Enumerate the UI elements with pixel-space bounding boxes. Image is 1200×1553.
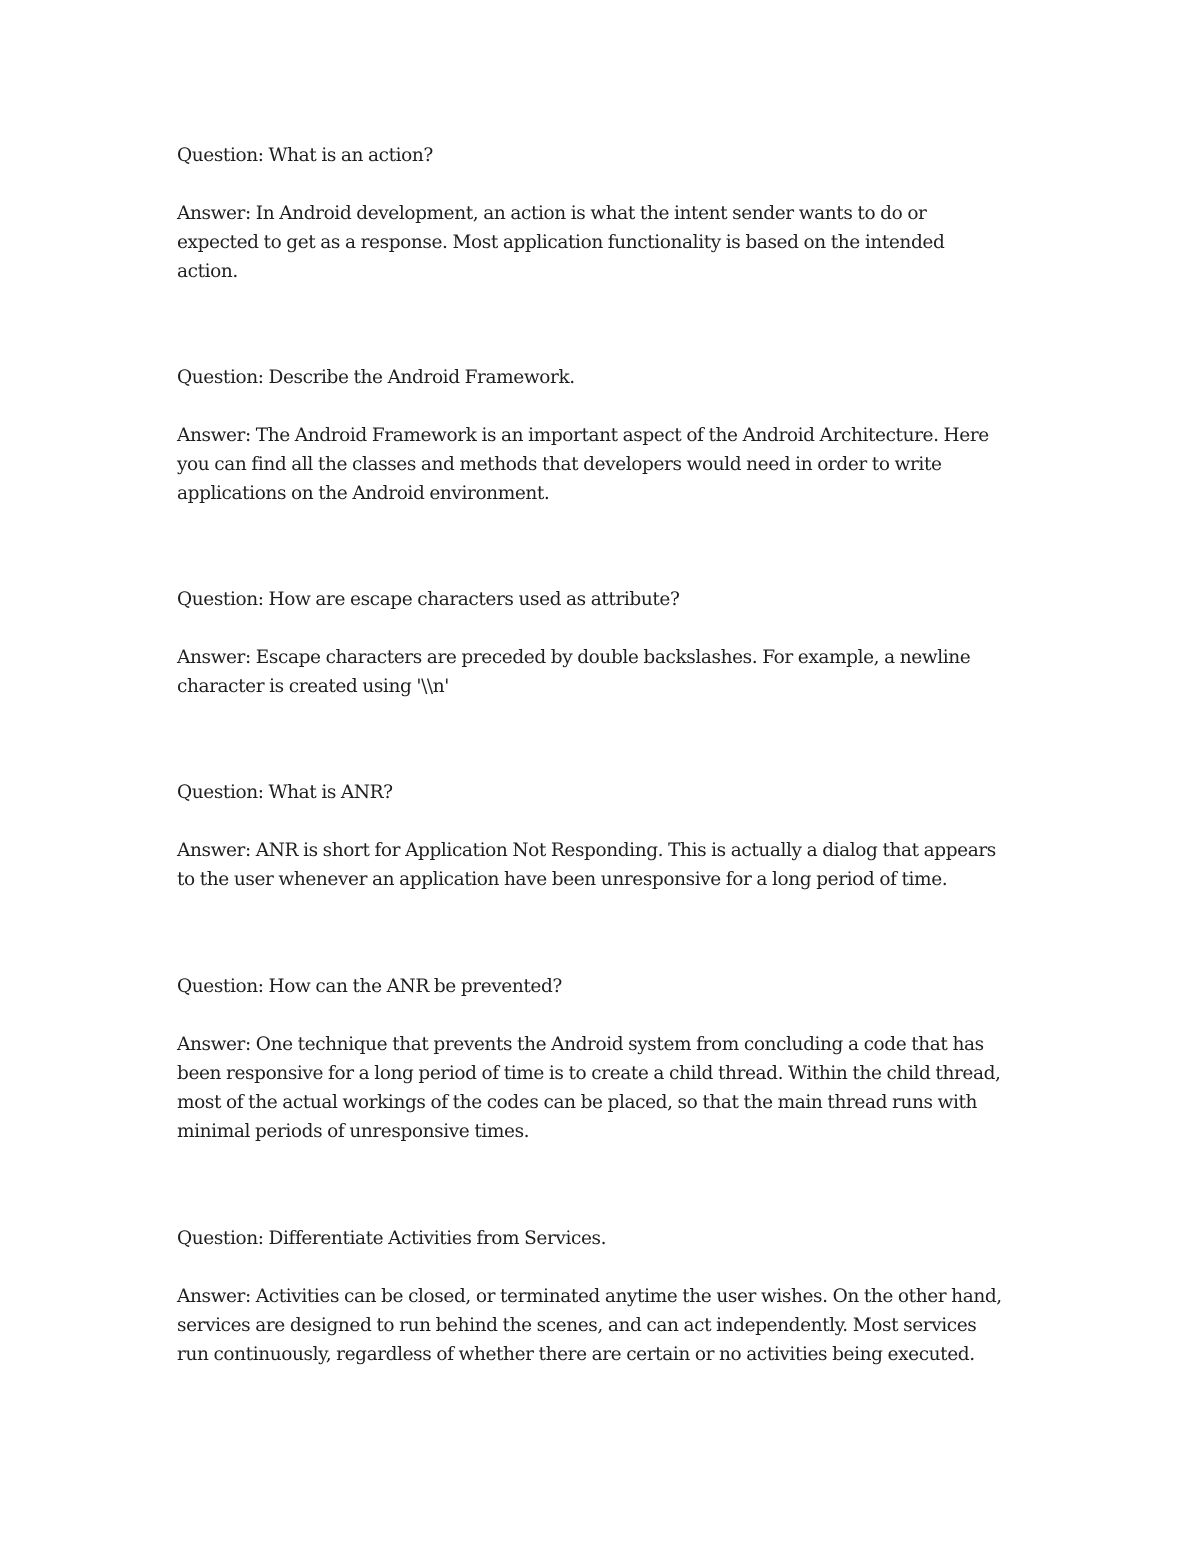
qa-item xyxy=(177,363,989,508)
answer-line: Answer: The Android Framework is an important aspect of the Android Architecture. Here xyxy=(177,425,989,446)
answer-line: character is created using '\\n' xyxy=(177,676,449,697)
answer-line: Answer: Activities can be closed, or terminated anytime the user wishes. On the other hand, xyxy=(177,1286,1002,1307)
question-text: Question: How can the ANR be prevented? xyxy=(177,976,562,997)
qa-item xyxy=(177,141,944,286)
answer-text xyxy=(177,1030,1001,1146)
answer-line: action. xyxy=(177,261,238,282)
answer-line: Answer: Escape characters are preceded by double backslashes. For example, a newline xyxy=(177,647,971,668)
qa-item xyxy=(177,585,970,701)
question-text: Question: How are escape characters used as attribute? xyxy=(177,589,680,610)
answer-text xyxy=(177,421,989,508)
question-text: Question: Differentiate Activities from Services. xyxy=(177,1228,607,1249)
answer-line: minimal periods of unresponsive times. xyxy=(177,1121,530,1142)
answer-line: services are designed to run behind the scenes, and can act independently. Most services xyxy=(177,1315,977,1336)
answer-line: run continuously, regardless of whether there are certain or no activities being executed. xyxy=(177,1344,975,1365)
answer-line: to the user whenever an application have been unresponsive for a long period of time. xyxy=(177,869,948,890)
question-text: Question: What is ANR? xyxy=(177,782,393,803)
answer-text xyxy=(177,199,944,286)
answer-line: most of the actual workings of the codes can be placed, so that the main thread runs with xyxy=(177,1092,978,1113)
answer-line: Answer: One technique that prevents the Android system from concluding a code that has xyxy=(177,1034,984,1055)
qa-item xyxy=(177,1224,1002,1369)
answer-line: been responsive for a long period of time is to create a child thread. Within the child thread, xyxy=(177,1063,1001,1084)
answer-text xyxy=(177,643,970,701)
answer-line: Answer: ANR is short for Application Not Responding. This is actually a dialog that appears xyxy=(177,840,996,861)
answer-text xyxy=(177,1282,1002,1369)
question-text: Question: Describe the Android Framework. xyxy=(177,367,575,388)
question-text: Question: What is an action? xyxy=(177,145,433,166)
answer-line: Answer: In Android development, an action is what the intent sender wants to do or xyxy=(177,203,927,224)
answer-line: you can find all the classes and methods that developers would need in order to write xyxy=(177,454,942,475)
answer-text xyxy=(177,836,996,894)
answer-line: expected to get as a response. Most application functionality is based on the intended xyxy=(177,232,945,253)
answer-line: applications on the Android environment. xyxy=(177,483,550,504)
qa-item xyxy=(177,778,996,894)
qa-item xyxy=(177,972,1001,1146)
